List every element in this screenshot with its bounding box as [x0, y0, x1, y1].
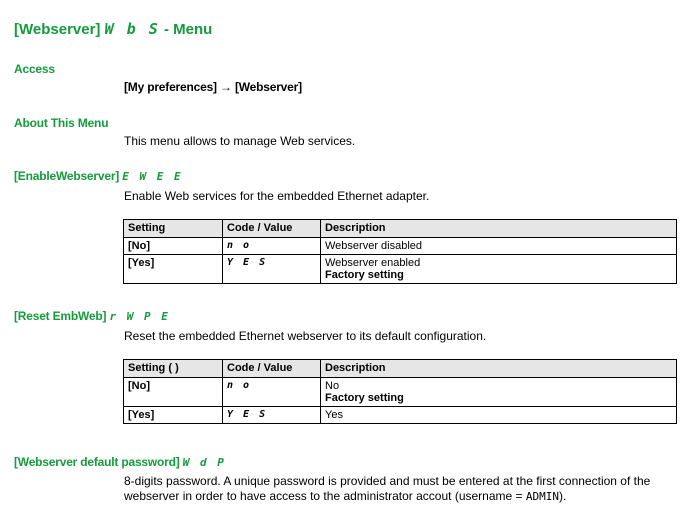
- about-heading: About This Menu: [14, 116, 109, 130]
- setting-cell: [Yes]: [124, 407, 223, 424]
- reset-text: Reset the embedded Ethernet webserver to its default configuration.: [124, 329, 487, 343]
- factory-setting-note: Factory setting: [325, 269, 404, 281]
- code-cell: n o: [223, 238, 321, 255]
- table-row: [124, 378, 677, 407]
- column-header-code: Code / Value: [223, 360, 321, 378]
- enable-heading-label: [EnableWebserver]: [14, 169, 120, 183]
- reset-table: [123, 359, 677, 424]
- column-header-setting: [124, 360, 223, 378]
- enable-table: [123, 219, 677, 284]
- code-cell: Y E S: [223, 255, 321, 284]
- column-header-setting: Setting: [124, 220, 223, 238]
- column-header-setting-label: Setting: [128, 362, 166, 374]
- column-header-code: Code / Value: [223, 220, 321, 238]
- code-cell: Y E S: [223, 407, 321, 424]
- enable-heading: [14, 169, 183, 183]
- reset-heading-label: [Reset EmbWeb]: [14, 309, 107, 323]
- table-header-row: [124, 220, 677, 238]
- description-cell: [321, 378, 677, 407]
- reset-code: r W P E: [109, 310, 170, 323]
- title-separator: -: [163, 21, 169, 38]
- password-text-body: 8-digits password. A unique password is provided and must be entered at the first connection of the webserver in order to have access to the administrator accout (username =: [124, 474, 651, 503]
- password-code: W d P: [182, 456, 226, 469]
- title-suffix: Menu: [173, 21, 213, 38]
- page-title: [14, 20, 212, 38]
- username-value: ADMIN: [525, 490, 559, 503]
- table-row: [124, 407, 677, 424]
- description-cell: Webserver disabled: [321, 238, 677, 255]
- parameter-symbol-icon: ( ): [168, 362, 179, 374]
- password-heading: [14, 455, 226, 469]
- column-header-description: Description: [321, 220, 677, 238]
- access-path-to: [Webserver]: [234, 80, 302, 94]
- setting-cell: [No]: [124, 378, 223, 407]
- menu-code: W b S: [104, 20, 160, 38]
- about-text: This menu allows to manage Web services.: [124, 134, 356, 148]
- password-text-end: ).: [558, 489, 567, 503]
- setting-cell: [No]: [124, 238, 223, 255]
- password-text: [124, 474, 669, 504]
- enable-code: E W E E: [122, 170, 183, 183]
- factory-setting-note: Factory setting: [325, 392, 404, 404]
- access-path: [124, 80, 302, 94]
- description-text: Webserver enabled: [325, 257, 421, 269]
- table-header-row: [124, 360, 677, 378]
- setting-cell: [Yes]: [124, 255, 223, 284]
- table-row: [124, 238, 677, 255]
- description-text: No: [325, 380, 340, 392]
- table-row: [124, 255, 677, 284]
- arrow-icon: →: [219, 80, 232, 94]
- reset-heading: [14, 309, 170, 323]
- menu-name: [Webserver]: [14, 21, 101, 38]
- access-path-from: [My preferences]: [124, 80, 217, 94]
- column-header-description: Description: [321, 360, 677, 378]
- password-heading-label: [Webserver default password]: [14, 455, 180, 469]
- description-cell: Yes: [321, 407, 677, 424]
- code-cell: n o: [223, 378, 321, 407]
- description-cell: [321, 255, 677, 284]
- enable-text: Enable Web services for the embedded Ethernet adapter.: [124, 189, 430, 203]
- access-heading: Access: [14, 62, 55, 76]
